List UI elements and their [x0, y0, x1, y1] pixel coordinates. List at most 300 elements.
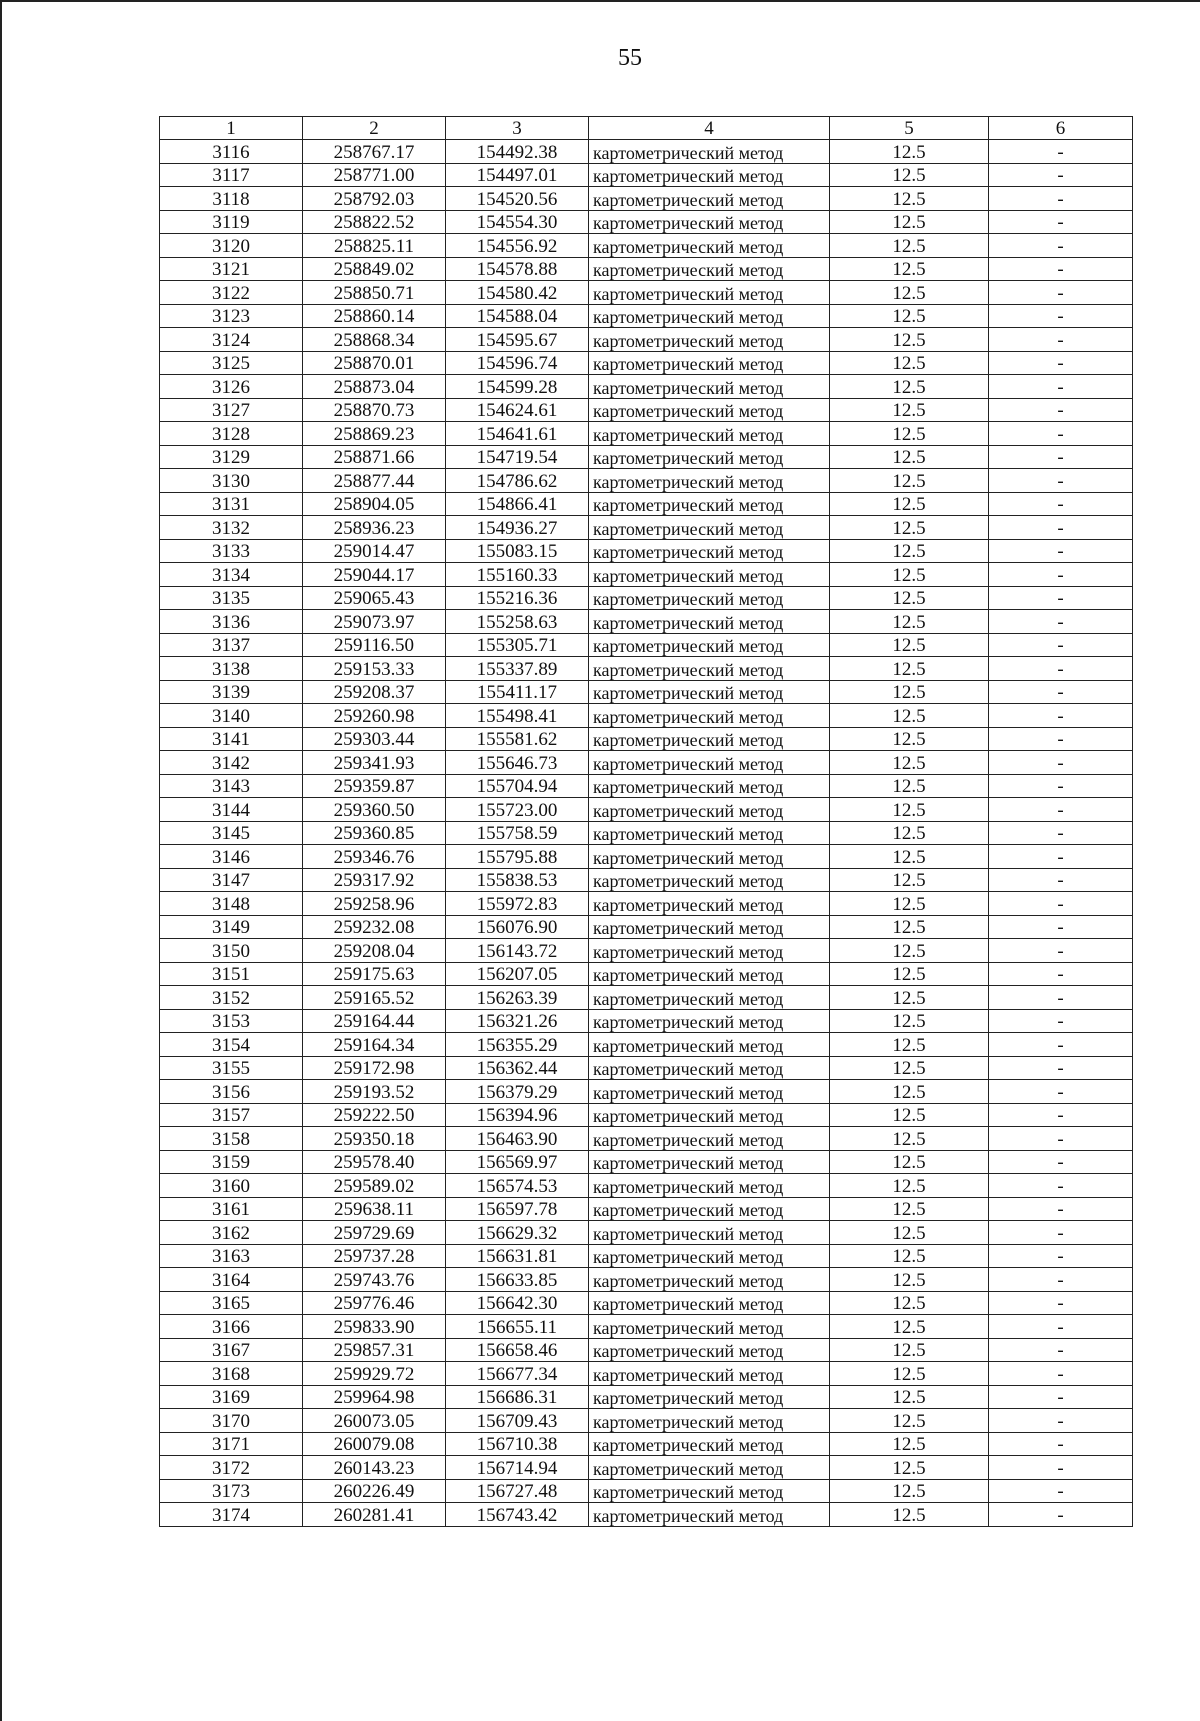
x-coordinate-cell: 259073.97 [303, 610, 446, 634]
method-cell: картометрический метод [589, 1503, 830, 1527]
x-coordinate-cell: 259360.85 [303, 821, 446, 845]
x-coordinate-cell: 258871.66 [303, 445, 446, 469]
method-cell: картометрический метод [589, 939, 830, 963]
point-number-cell: 3158 [160, 1127, 303, 1151]
description-cell: - [989, 1432, 1133, 1456]
description-cell: - [989, 892, 1133, 916]
y-coordinate-cell: 156076.90 [446, 915, 589, 939]
table-row [160, 1056, 1133, 1080]
point-number-cell: 3157 [160, 1103, 303, 1127]
table-row [160, 304, 1133, 328]
method-cell: картометрический метод [589, 1127, 830, 1151]
y-coordinate-cell: 156321.26 [446, 1009, 589, 1033]
table-row [160, 140, 1133, 164]
point-number-cell: 3156 [160, 1080, 303, 1104]
x-coordinate-cell: 259164.34 [303, 1033, 446, 1057]
method-cell: картометрический метод [589, 1385, 830, 1409]
y-coordinate-cell: 155160.33 [446, 563, 589, 587]
accuracy-cell: 12.5 [830, 539, 989, 563]
page-number: 55 [618, 45, 642, 71]
description-cell: - [989, 1479, 1133, 1503]
accuracy-cell: 12.5 [830, 1479, 989, 1503]
accuracy-cell: 12.5 [830, 892, 989, 916]
x-coordinate-cell: 259193.52 [303, 1080, 446, 1104]
y-coordinate-cell: 154556.92 [446, 234, 589, 258]
point-number-cell: 3128 [160, 422, 303, 446]
x-coordinate-cell: 259044.17 [303, 563, 446, 587]
point-number-cell: 3118 [160, 187, 303, 211]
x-coordinate-cell: 259303.44 [303, 727, 446, 751]
point-number-cell: 3166 [160, 1315, 303, 1339]
y-coordinate-cell: 155305.71 [446, 633, 589, 657]
point-number-cell: 3167 [160, 1338, 303, 1362]
method-cell: картометрический метод [589, 845, 830, 869]
method-cell: картометрический метод [589, 1197, 830, 1221]
point-number-cell: 3117 [160, 163, 303, 187]
accuracy-cell: 12.5 [830, 586, 989, 610]
x-coordinate-cell: 258873.04 [303, 375, 446, 399]
point-number-cell: 3153 [160, 1009, 303, 1033]
description-cell: - [989, 1127, 1133, 1151]
point-number-cell: 3139 [160, 680, 303, 704]
table-row [160, 610, 1133, 634]
accuracy-cell: 12.5 [830, 328, 989, 352]
accuracy-cell: 12.5 [830, 657, 989, 681]
y-coordinate-cell: 154580.42 [446, 281, 589, 305]
x-coordinate-cell: 259346.76 [303, 845, 446, 869]
method-cell: картометрический метод [589, 304, 830, 328]
table-row [160, 398, 1133, 422]
accuracy-cell: 12.5 [830, 1150, 989, 1174]
method-cell: картометрический метод [589, 868, 830, 892]
y-coordinate-cell: 154492.38 [446, 140, 589, 164]
method-cell: картометрический метод [589, 1150, 830, 1174]
y-coordinate-cell: 156686.31 [446, 1385, 589, 1409]
method-cell: картометрический метод [589, 633, 830, 657]
point-number-cell: 3173 [160, 1479, 303, 1503]
method-cell: картометрический метод [589, 563, 830, 587]
method-cell: картометрический метод [589, 257, 830, 281]
method-cell: картометрический метод [589, 821, 830, 845]
column-header-1: 1 [160, 117, 303, 140]
method-cell: картометрический метод [589, 1103, 830, 1127]
y-coordinate-cell: 154520.56 [446, 187, 589, 211]
table-row [160, 351, 1133, 375]
accuracy-cell: 12.5 [830, 1503, 989, 1527]
accuracy-cell: 12.5 [830, 845, 989, 869]
accuracy-cell: 12.5 [830, 633, 989, 657]
x-coordinate-cell: 259065.43 [303, 586, 446, 610]
table-row [160, 657, 1133, 681]
x-coordinate-cell: 258870.01 [303, 351, 446, 375]
y-coordinate-cell: 155704.94 [446, 774, 589, 798]
accuracy-cell: 12.5 [830, 751, 989, 775]
y-coordinate-cell: 155758.59 [446, 821, 589, 845]
y-coordinate-cell: 155083.15 [446, 539, 589, 563]
method-cell: картометрический метод [589, 1268, 830, 1292]
description-cell: - [989, 751, 1133, 775]
method-cell: картометрический метод [589, 727, 830, 751]
point-number-cell: 3162 [160, 1221, 303, 1245]
description-cell: - [989, 281, 1133, 305]
accuracy-cell: 12.5 [830, 1127, 989, 1151]
point-number-cell: 3146 [160, 845, 303, 869]
description-cell: - [989, 1291, 1133, 1315]
method-cell: картометрический метод [589, 1362, 830, 1386]
point-number-cell: 3172 [160, 1456, 303, 1480]
x-coordinate-cell: 258877.44 [303, 469, 446, 493]
accuracy-cell: 12.5 [830, 445, 989, 469]
y-coordinate-cell: 155795.88 [446, 845, 589, 869]
table-row [160, 1244, 1133, 1268]
method-cell: картометрический метод [589, 328, 830, 352]
y-coordinate-cell: 154624.61 [446, 398, 589, 422]
accuracy-cell: 12.5 [830, 187, 989, 211]
x-coordinate-cell: 259743.76 [303, 1268, 446, 1292]
description-cell: - [989, 986, 1133, 1010]
method-cell: картометрический метод [589, 422, 830, 446]
method-cell: картометрический метод [589, 1315, 830, 1339]
table-row [160, 1127, 1133, 1151]
description-cell: - [989, 1362, 1133, 1386]
description-cell: - [989, 586, 1133, 610]
x-coordinate-cell: 260226.49 [303, 1479, 446, 1503]
table-row [160, 1456, 1133, 1480]
accuracy-cell: 12.5 [830, 281, 989, 305]
y-coordinate-cell: 154554.30 [446, 210, 589, 234]
accuracy-cell: 12.5 [830, 1174, 989, 1198]
description-cell: - [989, 1174, 1133, 1198]
description-cell: - [989, 140, 1133, 164]
accuracy-cell: 12.5 [830, 1315, 989, 1339]
x-coordinate-cell: 259232.08 [303, 915, 446, 939]
method-cell: картометрический метод [589, 798, 830, 822]
x-coordinate-cell: 259833.90 [303, 1315, 446, 1339]
description-cell: - [989, 398, 1133, 422]
accuracy-cell: 12.5 [830, 516, 989, 540]
description-cell: - [989, 563, 1133, 587]
y-coordinate-cell: 155498.41 [446, 704, 589, 728]
point-number-cell: 3119 [160, 210, 303, 234]
method-cell: картометрический метод [589, 375, 830, 399]
y-coordinate-cell: 155972.83 [446, 892, 589, 916]
point-number-cell: 3126 [160, 375, 303, 399]
x-coordinate-cell: 259638.11 [303, 1197, 446, 1221]
accuracy-cell: 12.5 [830, 1291, 989, 1315]
point-number-cell: 3152 [160, 986, 303, 1010]
x-coordinate-cell: 260073.05 [303, 1409, 446, 1433]
x-coordinate-cell: 259737.28 [303, 1244, 446, 1268]
point-number-cell: 3147 [160, 868, 303, 892]
table-row [160, 868, 1133, 892]
x-coordinate-cell: 259014.47 [303, 539, 446, 563]
description-cell: - [989, 962, 1133, 986]
x-coordinate-cell: 259341.93 [303, 751, 446, 775]
point-number-cell: 3165 [160, 1291, 303, 1315]
table-row [160, 281, 1133, 305]
accuracy-cell: 12.5 [830, 1362, 989, 1386]
description-cell: - [989, 915, 1133, 939]
x-coordinate-cell: 260143.23 [303, 1456, 446, 1480]
accuracy-cell: 12.5 [830, 962, 989, 986]
description-cell: - [989, 375, 1133, 399]
table-row [160, 1268, 1133, 1292]
method-cell: картометрический метод [589, 351, 830, 375]
description-cell: - [989, 1056, 1133, 1080]
accuracy-cell: 12.5 [830, 821, 989, 845]
accuracy-cell: 12.5 [830, 1197, 989, 1221]
x-coordinate-cell: 259929.72 [303, 1362, 446, 1386]
table-row [160, 633, 1133, 657]
description-cell: - [989, 539, 1133, 563]
y-coordinate-cell: 156642.30 [446, 1291, 589, 1315]
table-row [160, 375, 1133, 399]
description-cell: - [989, 1244, 1133, 1268]
table-row [160, 328, 1133, 352]
description-cell: - [989, 1385, 1133, 1409]
description-cell: - [989, 1033, 1133, 1057]
description-cell: - [989, 1268, 1133, 1292]
accuracy-cell: 12.5 [830, 257, 989, 281]
column-header-6: 6 [989, 117, 1133, 140]
method-cell: картометрический метод [589, 1456, 830, 1480]
point-number-cell: 3129 [160, 445, 303, 469]
y-coordinate-cell: 154936.27 [446, 516, 589, 540]
accuracy-cell: 12.5 [830, 469, 989, 493]
method-cell: картометрический метод [589, 210, 830, 234]
description-cell: - [989, 187, 1133, 211]
point-number-cell: 3138 [160, 657, 303, 681]
method-cell: картометрический метод [589, 986, 830, 1010]
table-row [160, 845, 1133, 869]
method-cell: картометрический метод [589, 962, 830, 986]
table-row [160, 986, 1133, 1010]
description-cell: - [989, 1103, 1133, 1127]
point-number-cell: 3174 [160, 1503, 303, 1527]
x-coordinate-cell: 259350.18 [303, 1127, 446, 1151]
y-coordinate-cell: 156633.85 [446, 1268, 589, 1292]
x-coordinate-cell: 259153.33 [303, 657, 446, 681]
table-row [160, 1432, 1133, 1456]
table-row [160, 939, 1133, 963]
y-coordinate-cell: 156355.29 [446, 1033, 589, 1057]
x-coordinate-cell: 259729.69 [303, 1221, 446, 1245]
x-coordinate-cell: 258850.71 [303, 281, 446, 305]
method-cell: картометрический метод [589, 1056, 830, 1080]
description-cell: - [989, 1221, 1133, 1245]
x-coordinate-cell: 259857.31 [303, 1338, 446, 1362]
method-cell: картометрический метод [589, 1009, 830, 1033]
description-cell: - [989, 821, 1133, 845]
y-coordinate-cell: 156743.42 [446, 1503, 589, 1527]
y-coordinate-cell: 156710.38 [446, 1432, 589, 1456]
table-row [160, 962, 1133, 986]
method-cell: картометрический метод [589, 610, 830, 634]
point-number-cell: 3164 [160, 1268, 303, 1292]
x-coordinate-cell: 259175.63 [303, 962, 446, 986]
table-row [160, 469, 1133, 493]
method-cell: картометрический метод [589, 516, 830, 540]
method-cell: картометрический метод [589, 140, 830, 164]
table-row [160, 187, 1133, 211]
accuracy-cell: 12.5 [830, 210, 989, 234]
accuracy-cell: 12.5 [830, 1056, 989, 1080]
y-coordinate-cell: 154599.28 [446, 375, 589, 399]
x-coordinate-cell: 258767.17 [303, 140, 446, 164]
point-number-cell: 3144 [160, 798, 303, 822]
y-coordinate-cell: 155838.53 [446, 868, 589, 892]
description-cell: - [989, 774, 1133, 798]
accuracy-cell: 12.5 [830, 1409, 989, 1433]
description-cell: - [989, 1150, 1133, 1174]
table-row [160, 1103, 1133, 1127]
x-coordinate-cell: 258904.05 [303, 492, 446, 516]
description-cell: - [989, 304, 1133, 328]
table-row [160, 516, 1133, 540]
description-cell: - [989, 328, 1133, 352]
y-coordinate-cell: 155258.63 [446, 610, 589, 634]
x-coordinate-cell: 259116.50 [303, 633, 446, 657]
description-cell: - [989, 469, 1133, 493]
accuracy-cell: 12.5 [830, 1080, 989, 1104]
accuracy-cell: 12.5 [830, 351, 989, 375]
table-row [160, 1174, 1133, 1198]
description-cell: - [989, 257, 1133, 281]
point-number-cell: 3145 [160, 821, 303, 845]
y-coordinate-cell: 155411.17 [446, 680, 589, 704]
method-cell: картометрический метод [589, 774, 830, 798]
column-header-5: 5 [830, 117, 989, 140]
method-cell: картометрический метод [589, 1221, 830, 1245]
description-cell: - [989, 1409, 1133, 1433]
method-cell: картометрический метод [589, 915, 830, 939]
y-coordinate-cell: 156362.44 [446, 1056, 589, 1080]
description-cell: - [989, 868, 1133, 892]
accuracy-cell: 12.5 [830, 563, 989, 587]
y-coordinate-cell: 154866.41 [446, 492, 589, 516]
point-number-cell: 3131 [160, 492, 303, 516]
description-cell: - [989, 845, 1133, 869]
description-cell: - [989, 1315, 1133, 1339]
description-cell: - [989, 1080, 1133, 1104]
point-number-cell: 3160 [160, 1174, 303, 1198]
point-number-cell: 3169 [160, 1385, 303, 1409]
accuracy-cell: 12.5 [830, 163, 989, 187]
description-cell: - [989, 422, 1133, 446]
method-cell: картометрический метод [589, 1174, 830, 1198]
table-row [160, 1221, 1133, 1245]
y-coordinate-cell: 154786.62 [446, 469, 589, 493]
point-number-cell: 3140 [160, 704, 303, 728]
table-row [160, 1409, 1133, 1433]
table-row [160, 774, 1133, 798]
description-cell: - [989, 163, 1133, 187]
description-cell: - [989, 1009, 1133, 1033]
y-coordinate-cell: 156569.97 [446, 1150, 589, 1174]
x-coordinate-cell: 259208.04 [303, 939, 446, 963]
table-row [160, 445, 1133, 469]
point-number-cell: 3170 [160, 1409, 303, 1433]
y-coordinate-cell: 154719.54 [446, 445, 589, 469]
x-coordinate-cell: 260281.41 [303, 1503, 446, 1527]
accuracy-cell: 12.5 [830, 422, 989, 446]
accuracy-cell: 12.5 [830, 1268, 989, 1292]
table-row [160, 1150, 1133, 1174]
y-coordinate-cell: 156394.96 [446, 1103, 589, 1127]
point-number-cell: 3149 [160, 915, 303, 939]
method-cell: картометрический метод [589, 281, 830, 305]
table-row [160, 1338, 1133, 1362]
accuracy-cell: 12.5 [830, 610, 989, 634]
y-coordinate-cell: 156143.72 [446, 939, 589, 963]
column-header-3: 3 [446, 117, 589, 140]
accuracy-cell: 12.5 [830, 1244, 989, 1268]
y-coordinate-cell: 155216.36 [446, 586, 589, 610]
table-row [160, 704, 1133, 728]
table-row [160, 492, 1133, 516]
y-coordinate-cell: 156631.81 [446, 1244, 589, 1268]
accuracy-cell: 12.5 [830, 939, 989, 963]
point-number-cell: 3150 [160, 939, 303, 963]
x-coordinate-cell: 258868.34 [303, 328, 446, 352]
table-row [160, 539, 1133, 563]
method-cell: картометрический метод [589, 1432, 830, 1456]
x-coordinate-cell: 258771.00 [303, 163, 446, 187]
accuracy-cell: 12.5 [830, 1221, 989, 1245]
y-coordinate-cell: 156597.78 [446, 1197, 589, 1221]
method-cell: картометрический метод [589, 892, 830, 916]
table-row [160, 1009, 1133, 1033]
y-coordinate-cell: 156379.29 [446, 1080, 589, 1104]
point-number-cell: 3125 [160, 351, 303, 375]
y-coordinate-cell: 154588.04 [446, 304, 589, 328]
point-number-cell: 3120 [160, 234, 303, 258]
accuracy-cell: 12.5 [830, 234, 989, 258]
description-cell: - [989, 1197, 1133, 1221]
x-coordinate-cell: 259578.40 [303, 1150, 446, 1174]
x-coordinate-cell: 259359.87 [303, 774, 446, 798]
x-coordinate-cell: 259317.92 [303, 868, 446, 892]
x-coordinate-cell: 258792.03 [303, 187, 446, 211]
accuracy-cell: 12.5 [830, 304, 989, 328]
point-number-cell: 3132 [160, 516, 303, 540]
method-cell: картометрический метод [589, 1291, 830, 1315]
table-row [160, 821, 1133, 845]
y-coordinate-cell: 154497.01 [446, 163, 589, 187]
accuracy-cell: 12.5 [830, 492, 989, 516]
description-cell: - [989, 610, 1133, 634]
method-cell: картометрический метод [589, 1244, 830, 1268]
method-cell: картометрический метод [589, 1033, 830, 1057]
description-cell: - [989, 657, 1133, 681]
point-number-cell: 3148 [160, 892, 303, 916]
table-row [160, 586, 1133, 610]
method-cell: картометрический метод [589, 187, 830, 211]
y-coordinate-cell: 156655.11 [446, 1315, 589, 1339]
point-number-cell: 3136 [160, 610, 303, 634]
method-cell: картометрический метод [589, 1409, 830, 1433]
description-cell: - [989, 798, 1133, 822]
y-coordinate-cell: 154641.61 [446, 422, 589, 446]
x-coordinate-cell: 259589.02 [303, 1174, 446, 1198]
table-row [160, 257, 1133, 281]
x-coordinate-cell: 259165.52 [303, 986, 446, 1010]
point-number-cell: 3161 [160, 1197, 303, 1221]
accuracy-cell: 12.5 [830, 680, 989, 704]
table-row [160, 798, 1133, 822]
x-coordinate-cell: 259260.98 [303, 704, 446, 728]
table-row [160, 1315, 1133, 1339]
